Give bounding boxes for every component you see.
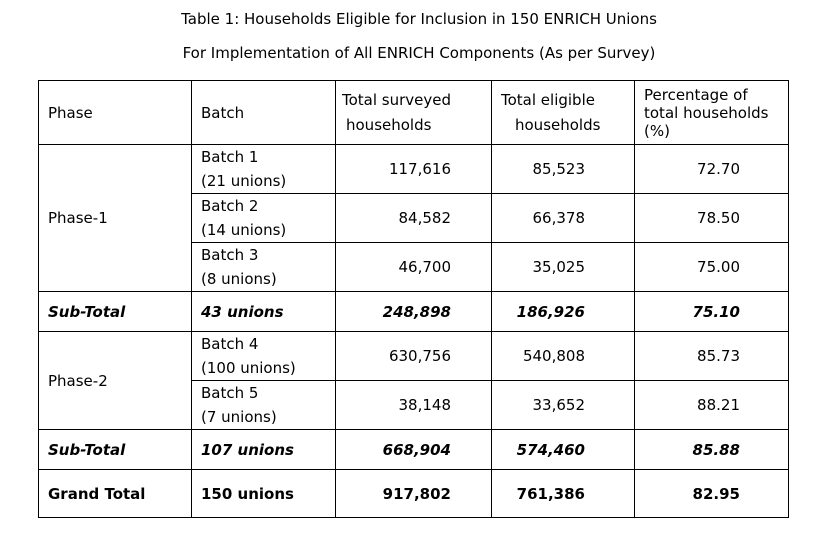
subtotal-surveyed: 668,904 [336, 430, 492, 470]
surveyed-cell: 117,616 [336, 145, 492, 194]
header-row [39, 81, 789, 145]
batch-name: Batch 2 [201, 197, 259, 215]
households-table [38, 80, 789, 518]
batch-unions: (21 unions) [201, 172, 287, 190]
subtotal-percentage: 75.10 [635, 292, 789, 332]
subtotal-row [39, 292, 789, 332]
batch-unions: (100 unions) [201, 359, 296, 377]
header-pct-line1: Percentage of [644, 85, 748, 104]
subtotal-label: Sub-Total [39, 292, 192, 332]
header-eligible-line1: Total eligible [501, 90, 595, 109]
table-subtitle: For Implementation of All ENRICH Components (As per Survey) [182, 44, 656, 62]
header-surveyed-line2: households [346, 115, 432, 134]
subtotal-eligible: 574,460 [492, 430, 635, 470]
percentage-cell: 78.50 [635, 194, 789, 243]
header-total-surveyed [336, 81, 492, 145]
percentage-cell: 72.70 [635, 145, 789, 194]
subtotal-row [39, 430, 789, 470]
grand-total-surveyed: 917,802 [336, 470, 492, 518]
subtotal-eligible: 186,926 [492, 292, 635, 332]
subtotal-unions: 43 unions [192, 292, 336, 332]
phase-1-cell: Phase-1 [39, 145, 192, 292]
batch-cell [192, 243, 336, 292]
surveyed-cell: 84,582 [336, 194, 492, 243]
subtotal-unions: 107 unions [192, 430, 336, 470]
subtotal-percentage: 85.88 [635, 430, 789, 470]
header-pct-line2: total households [644, 103, 769, 122]
grand-total-unions: 150 unions [192, 470, 336, 518]
grand-total-label: Grand Total [39, 470, 192, 518]
surveyed-cell: 38,148 [336, 381, 492, 430]
subtotal-label: Sub-Total [39, 430, 192, 470]
header-eligible-line2: households [515, 115, 601, 134]
subtotal-surveyed: 248,898 [336, 292, 492, 332]
batch-unions: (8 unions) [201, 270, 277, 288]
header-percentage [635, 81, 789, 145]
batch-name: Batch 5 [201, 384, 259, 402]
batch-cell [192, 332, 336, 381]
surveyed-cell: 630,756 [336, 332, 492, 381]
batch-unions: (14 unions) [201, 221, 287, 239]
header-surveyed-line1: Total surveyed [342, 90, 452, 109]
batch-unions: (7 unions) [201, 408, 277, 426]
batch-cell [192, 145, 336, 194]
table-row [39, 145, 789, 194]
eligible-cell: 540,808 [492, 332, 635, 381]
batch-name: Batch 3 [201, 246, 259, 264]
batch-cell [192, 194, 336, 243]
eligible-cell: 66,378 [492, 194, 635, 243]
percentage-cell: 88.21 [635, 381, 789, 430]
table-row [39, 332, 789, 381]
grand-total-percentage: 82.95 [635, 470, 789, 518]
eligible-cell: 33,652 [492, 381, 635, 430]
header-total-eligible [492, 81, 635, 145]
batch-cell [192, 381, 336, 430]
percentage-cell: 85.73 [635, 332, 789, 381]
header-phase: Phase [39, 81, 192, 145]
eligible-cell: 85,523 [492, 145, 635, 194]
header-batch: Batch [192, 81, 336, 145]
table-title: Table 1: Households Eligible for Inclusion in 150 ENRICH Unions [181, 10, 657, 28]
phase-2-cell: Phase-2 [39, 332, 192, 430]
header-pct-line3: (%) [644, 121, 670, 140]
grand-total-row [39, 470, 789, 518]
surveyed-cell: 46,700 [336, 243, 492, 292]
percentage-cell: 75.00 [635, 243, 789, 292]
grand-total-eligible: 761,386 [492, 470, 635, 518]
eligible-cell: 35,025 [492, 243, 635, 292]
batch-name: Batch 1 [201, 148, 259, 166]
batch-name: Batch 4 [201, 335, 259, 353]
